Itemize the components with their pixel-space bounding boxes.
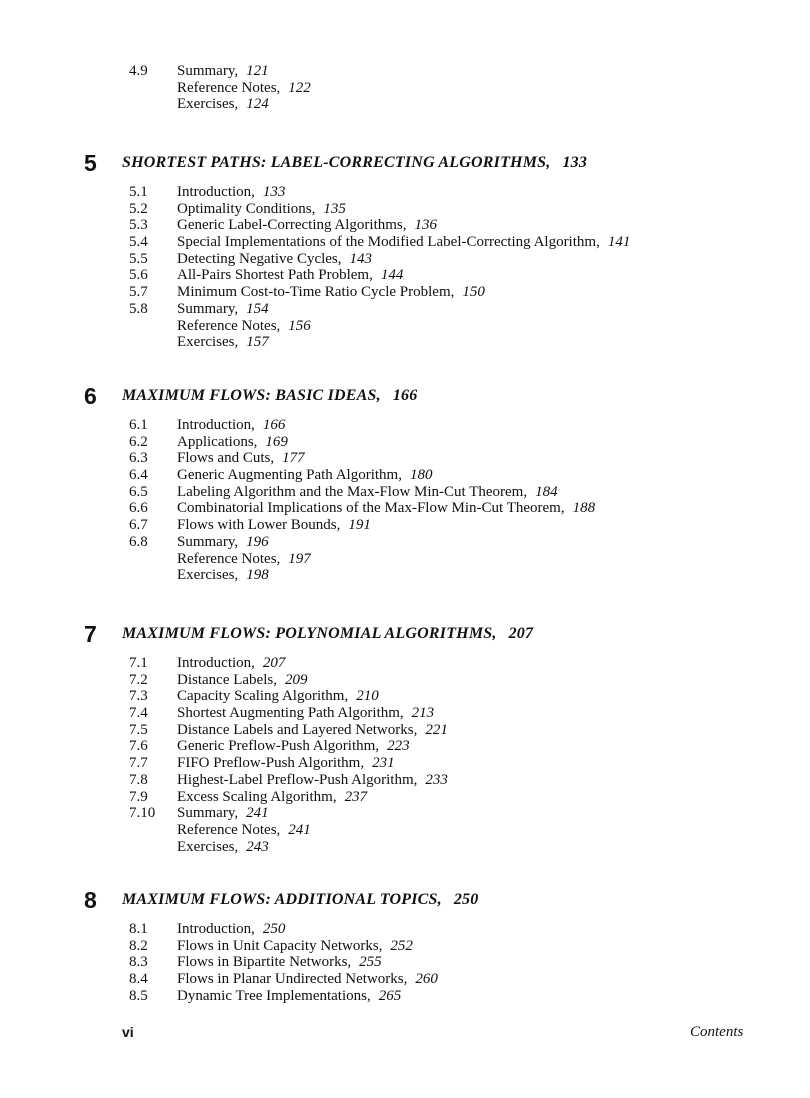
section-number: 6.1	[129, 417, 148, 433]
chapter-7	[0, 621, 810, 855]
section-list	[0, 921, 810, 1004]
toc-entry	[0, 80, 810, 97]
section-title-text: Reference Notes,	[177, 550, 281, 567]
toc-entry	[0, 772, 810, 789]
section-page: 255	[359, 954, 382, 971]
section-title	[177, 755, 395, 772]
section-title	[177, 988, 401, 1005]
toc-entry	[0, 251, 810, 268]
toc-entry	[0, 184, 810, 201]
section-title	[177, 551, 311, 568]
section-page: 250	[262, 921, 286, 937]
footer-running-title: Contents	[690, 1024, 744, 1040]
section-number: 6.4	[129, 467, 148, 484]
chapter-heading	[0, 887, 810, 921]
section-page: 207	[262, 655, 286, 671]
section-title	[177, 467, 432, 484]
section-number: 6.2	[129, 433, 148, 450]
section-page: 184	[535, 483, 558, 500]
section-title-text: Introduction,	[177, 417, 255, 433]
section-page: 197	[288, 550, 311, 567]
toc-entry	[0, 450, 810, 467]
section-page: 180	[409, 467, 433, 484]
chapter-page: 207	[508, 625, 534, 642]
section-number: 5.6	[129, 267, 148, 284]
section-title-text: Introduction,	[177, 184, 255, 200]
section-title	[177, 318, 311, 335]
section-title	[177, 434, 288, 451]
toc-entry	[0, 839, 810, 856]
section-list	[0, 63, 810, 113]
section-title-text: Distance Labels and Layered Networks,	[177, 721, 418, 738]
section-list	[0, 417, 810, 584]
section-title	[177, 971, 438, 988]
section-title-text: Summary,	[177, 805, 239, 822]
section-title-text: Special Implementations of the Modified Label-Correcting Algorithm,	[177, 234, 600, 251]
toc-entry	[0, 938, 810, 955]
section-number: 6.5	[129, 483, 148, 500]
section-title	[177, 251, 372, 268]
toc-entry	[0, 217, 810, 234]
section-title	[177, 938, 413, 955]
section-page: 265	[378, 987, 402, 1004]
footer-page-number: vi	[122, 1024, 134, 1040]
section-title	[177, 500, 595, 517]
section-page: 213	[411, 705, 435, 722]
section-title-text: Reference Notes,	[177, 79, 281, 96]
toc-entry	[0, 500, 810, 517]
section-title-text: Flows in Planar Undirected Networks,	[177, 971, 408, 988]
section-title-text: Flows in Unit Capacity Networks,	[177, 937, 383, 954]
section-title-text: Generic Label-Correcting Algorithms,	[177, 217, 407, 234]
section-page: 124	[246, 96, 269, 113]
section-title-text: Capacity Scaling Algorithm,	[177, 688, 349, 705]
section-title	[177, 301, 269, 318]
section-title	[177, 688, 379, 705]
section-title-text: Distance Labels,	[177, 671, 277, 688]
section-title-text: Exercises,	[177, 567, 239, 584]
section-title-text: Exercises,	[177, 334, 239, 351]
section-title-text: Minimum Cost-to-Time Ratio Cycle Problem,	[177, 284, 455, 301]
section-title	[177, 655, 285, 672]
section-title-text: Summary,	[177, 533, 239, 550]
section-page: 188	[572, 500, 596, 517]
section-title	[177, 217, 437, 234]
section-number: 5.2	[129, 200, 148, 217]
toc-entry	[0, 921, 810, 938]
section-number: 8.3	[129, 954, 148, 971]
section-number: 7.6	[129, 738, 148, 755]
section-number: 7.7	[129, 755, 148, 772]
section-title	[177, 921, 285, 938]
section-number: 7.8	[129, 771, 148, 788]
toc-entry	[0, 705, 810, 722]
section-title	[177, 805, 269, 822]
toc-entry	[0, 267, 810, 284]
section-number: 5.3	[129, 217, 148, 234]
section-number: 6.6	[129, 500, 148, 517]
section-list	[0, 184, 810, 351]
section-number: 5.5	[129, 250, 148, 267]
section-number: 7.3	[129, 688, 148, 705]
toc-entry	[0, 551, 810, 568]
section-title	[177, 954, 382, 971]
section-page: 196	[246, 533, 269, 550]
section-title	[177, 705, 434, 722]
toc-entry	[0, 567, 810, 584]
toc-entry	[0, 805, 810, 822]
section-page: 243	[246, 838, 269, 855]
section-number: 8.2	[129, 937, 148, 954]
section-title	[177, 417, 285, 434]
section-title-text: Flows with Lower Bounds,	[177, 517, 341, 534]
section-number: 7.1	[129, 655, 148, 671]
section-title	[177, 201, 346, 218]
section-title	[177, 722, 448, 739]
toc-entry	[0, 301, 810, 318]
section-page: 136	[414, 217, 438, 234]
section-title-text: Applications,	[177, 433, 258, 450]
chapter-number: 7	[84, 621, 97, 647]
chapter-title: SHORTEST PATHS: LABEL-CORRECTING ALGORITHMS, 133	[122, 154, 588, 171]
section-title-text: Detecting Negative Cycles,	[177, 250, 342, 267]
toc-entry	[0, 434, 810, 451]
section-number: 4.9	[129, 63, 148, 79]
chapter-page: 133	[562, 154, 588, 171]
section-page: 233	[425, 771, 448, 788]
section-number: 7.9	[129, 788, 148, 805]
section-page: 177	[282, 450, 305, 467]
section-number: 6.8	[129, 533, 148, 550]
section-page: 241	[288, 821, 311, 838]
section-title	[177, 672, 307, 689]
toc-entry	[0, 822, 810, 839]
toc-entry	[0, 284, 810, 301]
section-page: 133	[262, 184, 286, 200]
section-title	[177, 789, 367, 806]
section-list	[0, 655, 810, 855]
section-page: 191	[348, 517, 371, 534]
chapter-4-tail	[0, 63, 810, 113]
chapter-6	[0, 383, 810, 584]
toc-entry	[0, 688, 810, 705]
section-title	[177, 839, 269, 856]
toc-entry	[0, 484, 810, 501]
toc-entry	[0, 96, 810, 113]
chapter-5	[0, 150, 810, 351]
section-title	[177, 267, 403, 284]
toc-entry	[0, 755, 810, 772]
section-title-text: Introduction,	[177, 921, 255, 937]
section-title-text: Generic Augmenting Path Algorithm,	[177, 467, 402, 484]
section-page: 169	[265, 433, 288, 450]
chapter-title: MAXIMUM FLOWS: BASIC IDEAS, 166	[122, 387, 418, 404]
section-title-text: Combinatorial Implications of the Max-Flow Min-Cut Theorem,	[177, 500, 565, 517]
section-title	[177, 738, 410, 755]
section-title-text: Exercises,	[177, 96, 239, 113]
section-title	[177, 184, 285, 201]
chapter-title: MAXIMUM FLOWS: POLYNOMIAL ALGORITHMS, 207	[122, 625, 534, 642]
section-page: 231	[372, 755, 395, 772]
chapter-8	[0, 887, 810, 1004]
section-number: 6.3	[129, 450, 148, 467]
section-title-text: Reference Notes,	[177, 821, 281, 838]
section-title-text: Dynamic Tree Implementations,	[177, 987, 371, 1004]
section-title	[177, 96, 269, 113]
toc-entry	[0, 334, 810, 351]
section-title-text: Reference Notes,	[177, 317, 281, 334]
section-page: 237	[344, 788, 368, 805]
chapter-heading	[0, 621, 810, 655]
section-title-text: Highest-Label Preflow-Push Algorithm,	[177, 771, 418, 788]
section-page: 210	[356, 688, 379, 705]
toc-entry	[0, 201, 810, 218]
section-title-text: Summary,	[177, 63, 239, 79]
section-title-text: Flows and Cuts,	[177, 450, 275, 467]
section-title-text: Labeling Algorithm and the Max-Flow Min-Cut Theorem,	[177, 483, 528, 500]
section-number: 6.7	[129, 517, 148, 534]
section-page: 141	[607, 234, 631, 251]
section-page: 150	[462, 284, 485, 301]
section-title-text: Shortest Augmenting Path Algorithm,	[177, 705, 404, 722]
section-number: 7.2	[129, 671, 148, 688]
section-title-text: Introduction,	[177, 655, 255, 671]
section-title	[177, 450, 305, 467]
section-page: 241	[246, 805, 269, 822]
toc-entry	[0, 234, 810, 251]
section-number: 7.4	[129, 705, 148, 722]
section-title	[177, 63, 269, 80]
section-title	[177, 822, 311, 839]
section-title-text: All-Pairs Shortest Path Problem,	[177, 267, 373, 284]
section-title-text: Exercises,	[177, 838, 239, 855]
section-title-text: Flows in Bipartite Networks,	[177, 954, 352, 971]
section-title-text: Optimality Conditions,	[177, 200, 316, 217]
toc-entry	[0, 63, 810, 80]
section-page: 121	[246, 63, 269, 79]
chapter-number: 6	[84, 383, 97, 409]
section-number: 8.5	[129, 987, 148, 1004]
section-number: 8.1	[129, 921, 148, 937]
section-page: 154	[246, 300, 269, 317]
chapter-title: MAXIMUM FLOWS: ADDITIONAL TOPICS, 250	[122, 891, 479, 908]
section-title	[177, 284, 485, 301]
chapter-number: 5	[84, 150, 97, 176]
section-title	[177, 484, 558, 501]
section-number: 7.10	[129, 805, 156, 822]
toc-entry	[0, 789, 810, 806]
section-page: 223	[387, 738, 410, 755]
section-page: 209	[284, 671, 308, 688]
section-page: 144	[380, 267, 404, 284]
section-page: 252	[390, 937, 413, 954]
section-title	[177, 334, 269, 351]
toc-entry	[0, 988, 810, 1005]
toc-entry	[0, 318, 810, 335]
section-title-text: Excess Scaling Algorithm,	[177, 788, 337, 805]
toc-entry	[0, 672, 810, 689]
section-page: 135	[323, 200, 346, 217]
section-number: 5.8	[129, 300, 148, 317]
toc-entry	[0, 954, 810, 971]
section-number: 7.5	[129, 721, 148, 738]
chapter-page: 166	[392, 387, 418, 404]
section-page: 122	[288, 79, 311, 96]
section-title-text: Generic Preflow-Push Algorithm,	[177, 738, 380, 755]
section-title	[177, 234, 630, 251]
chapter-page: 250	[453, 891, 479, 908]
toc-entry	[0, 517, 810, 534]
toc-entry	[0, 467, 810, 484]
toc-entry	[0, 417, 810, 434]
section-number: 5.7	[129, 284, 148, 301]
toc-entry	[0, 534, 810, 551]
chapter-heading	[0, 150, 810, 184]
section-number: 8.4	[129, 971, 148, 988]
section-page: 143	[349, 250, 373, 267]
section-number: 5.1	[129, 184, 148, 200]
section-title	[177, 567, 269, 584]
section-page: 260	[415, 971, 438, 988]
chapter-number: 8	[84, 887, 97, 913]
section-title	[177, 772, 448, 789]
toc-entry	[0, 738, 810, 755]
toc-entry	[0, 722, 810, 739]
section-title-text: FIFO Preflow-Push Algorithm,	[177, 755, 365, 772]
section-number: 5.4	[129, 234, 148, 251]
toc-entry	[0, 655, 810, 672]
section-page: 198	[246, 567, 269, 584]
section-title	[177, 517, 371, 534]
section-page: 156	[288, 317, 311, 334]
toc-entry	[0, 971, 810, 988]
chapter-heading	[0, 383, 810, 417]
section-title	[177, 80, 311, 97]
section-page: 221	[425, 721, 448, 738]
section-page: 166	[262, 417, 286, 433]
section-title	[177, 534, 269, 551]
section-title-text: Summary,	[177, 300, 239, 317]
section-page: 157	[246, 334, 269, 351]
